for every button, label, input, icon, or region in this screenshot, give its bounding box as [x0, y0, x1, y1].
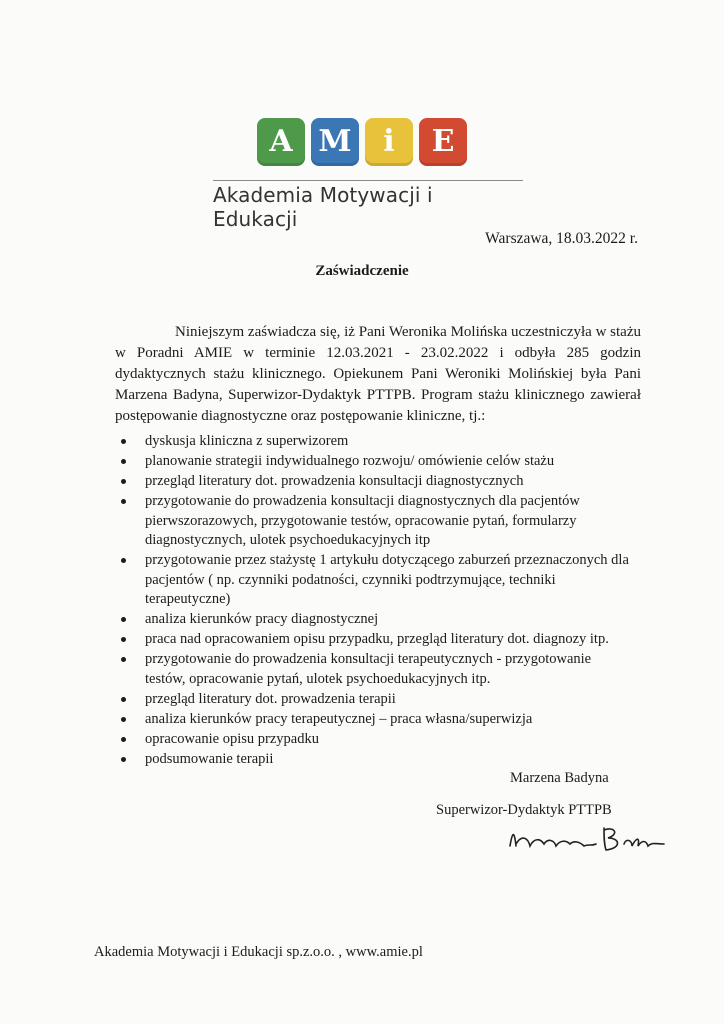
bullet-icon: [121, 439, 126, 444]
signatory-role: Superwizor-Dydaktyk PTTPB: [436, 802, 612, 818]
task-text: przegląd literatury dot. prowadzenia terapii: [145, 690, 396, 707]
task-item: [115, 472, 635, 492]
bullet-icon: [121, 737, 126, 742]
document-title: Zaświadczenie: [315, 263, 409, 279]
bullet-icon: [121, 697, 126, 702]
logo-tile-i: i: [365, 118, 413, 166]
bullet-icon: [121, 558, 126, 563]
task-item: [115, 452, 635, 472]
task-text: dyskusja kliniczna z superwizorem: [145, 433, 349, 449]
logo-tile-m: M: [311, 118, 359, 166]
place-date: Warszawa, 18.03.2022 r.: [485, 230, 638, 247]
internship-tasks-list: [115, 432, 635, 770]
task-text: przegląd literatury dot. prowadzenia konsultacji diagnostycznych: [145, 473, 524, 489]
logo-tagline: Akademia Motywacji i Edukacji: [213, 180, 523, 231]
task-text: przygotowanie do prowadzenia konsultacji terapeutycznych - przygotowanie testów, opracowanie pytań, ulotek psychoedukacyjnych itp.: [145, 651, 592, 687]
handwritten-signature: [500, 816, 670, 860]
logo-tile-e: E: [419, 118, 467, 166]
task-item: [115, 730, 635, 750]
bullet-icon: [121, 459, 126, 464]
task-text: podsumowanie terapii: [145, 750, 274, 767]
signatory-name: Marzena Badyna: [510, 770, 609, 786]
bullet-icon: [121, 717, 126, 722]
task-item: [115, 492, 635, 551]
task-item: [115, 710, 635, 730]
task-item: [115, 690, 635, 710]
task-text: analiza kierunków pracy diagnostycznej: [145, 611, 379, 627]
bullet-icon: [121, 499, 126, 504]
task-text: analiza kierunków pracy terapeutycznej – praca własna/superwizja: [145, 710, 533, 727]
task-text: opracowanie opisu przypadku: [145, 730, 319, 747]
task-text: praca nad opracowaniem opisu przypadku, przegląd literatury dot. diagnozy itp.: [145, 631, 609, 647]
footer-company-info: Akademia Motywacji i Edukacji sp.z.o.o. , www.amie.pl: [94, 944, 423, 960]
task-item: [115, 630, 635, 650]
task-text: planowanie strategii indywidualnego rozwoju/ omówienie celów stażu: [145, 453, 555, 469]
intro-paragraph: Niniejszym zaświadcza się, iż Pani Weronika Molińska uczestniczyła w stażu w Poradni AMIE w terminie 12.03.2021 - 23.02.2022 i odbyła 285 godzin dydaktycznych stażu klinicznego. Opiekunem Pani Weroniki Molińskiej była Pani Marzena Badyna, Superwizor-Dydaktyk PTTPB. Program stażu klinicznego zawierał postępowanie diagnostyczne oraz postępowanie kliniczne, tj.:: [115, 324, 641, 424]
task-item: [115, 650, 635, 689]
bullet-icon: [121, 637, 126, 642]
bullet-icon: [121, 479, 126, 484]
task-item: [115, 750, 635, 770]
task-item: [115, 432, 635, 452]
amie-logo: [257, 118, 467, 166]
task-item: [115, 551, 635, 610]
task-text: przygotowanie do prowadzenia konsultacji diagnostycznych dla pacjentów pierwszorazowych, przygotowanie testów, opracowanie pytań, formularzy diagnostycznych, ulotek psychoedukacyjnych itp: [145, 493, 580, 548]
logo-tile-a: A: [257, 118, 305, 166]
bullet-icon: [121, 757, 126, 762]
task-text: przygotowanie przez stażystę 1 artykułu dotyczącego zaburzeń przeznaczonych dla pacjentów ( np. czynniki podatności, czynniki podtrzymujące, techniki terapeutyczne): [145, 552, 629, 607]
bullet-icon: [121, 657, 126, 662]
task-item: [115, 610, 635, 630]
bullet-icon: [121, 617, 126, 622]
